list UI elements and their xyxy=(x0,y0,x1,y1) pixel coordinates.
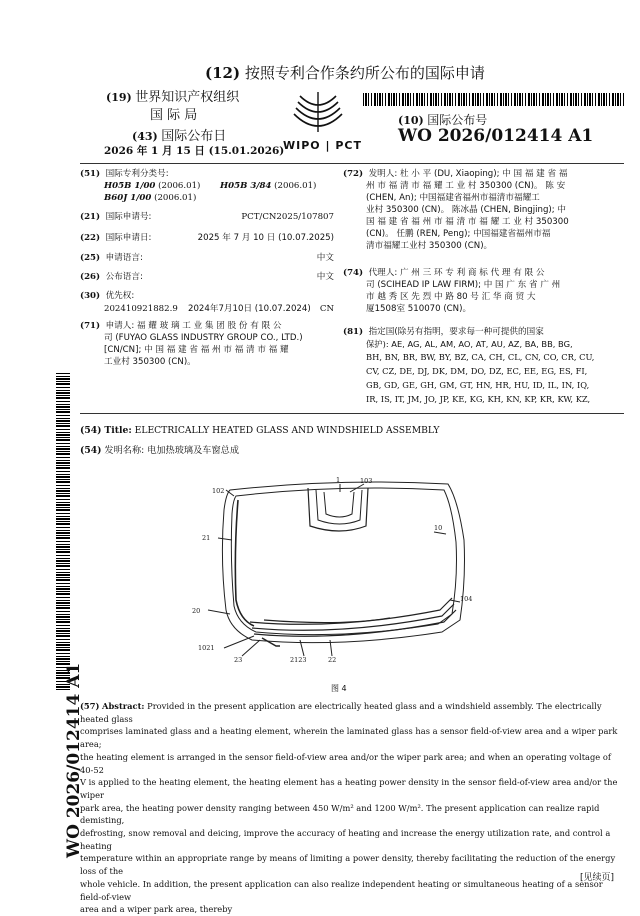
designated-line-5: IR, IS, IT, JM, JO, JP, KE, KG, KH, KN, KP, KR, KW, KZ, xyxy=(366,394,591,404)
wipo-pct-text: WIPO | PCT xyxy=(283,139,362,152)
publication-number-label: (10) 国际公布号 xyxy=(398,113,488,127)
figure-label-2123: 2123 xyxy=(290,656,307,664)
priority-row: 202410921882.9 2024年7月10日 (10.07.2024) CN xyxy=(104,304,334,314)
field-81: (81) 指定国(除另有指明，要求每一种可提供的国家 xyxy=(343,327,544,337)
barcode-side xyxy=(56,372,70,690)
field-22: (22) 国际申请日: 2025 年 7 月 10 日 (10.07.2025) xyxy=(80,233,334,243)
figure-label-22: 22 xyxy=(328,656,337,664)
agent-line-2: 司 (SCIHEAD IP LAW FIRM); 中 国 广 东 省 广 州 xyxy=(366,280,561,290)
document-title: (12) 按照专利合作条约所公布的国际申请 xyxy=(205,64,485,82)
figure-caption: 图 4 xyxy=(331,684,347,693)
heating-wire-bottom-1 xyxy=(250,598,452,624)
applicant-line-3: [CN/CN]; 中 国 福 建 省 福 州 市 福 清 市 福 耀 xyxy=(104,345,289,355)
inventor-line-3: (CHEN, An); 中国福建省福州市福清市福耀工 xyxy=(366,193,540,203)
ipc-class-1: H05B 1/00 (2006.01) xyxy=(104,181,201,191)
field-71: (71) 申请人: 福 耀 玻 璃 工 业 集 团 股 份 有 限 公 xyxy=(80,321,282,331)
publication-date-label: (43) 国际公布日 xyxy=(132,129,227,144)
applicant-line-4: 工业村 350300 (CN)。 xyxy=(104,357,196,367)
field-26: (26) 公布语言: 中文 xyxy=(80,272,334,282)
org-name: (19) 世界知识产权组织 xyxy=(106,90,240,105)
figure-label-103: 103 xyxy=(360,477,373,485)
heating-wire-left xyxy=(235,500,254,626)
org-sub: 国 际 局 xyxy=(150,108,198,123)
header-divider xyxy=(80,163,624,164)
figure-label-20: 20 xyxy=(192,607,201,615)
abstract-line-8: whole vehicle. In addition, the present application can also realize independent heating or simultaneous heating of a sensor field-of-view xyxy=(80,878,603,902)
wipo-logo-icon xyxy=(282,92,354,140)
field-30: (30) 优先权: xyxy=(80,291,135,301)
field-74: (74) 代理人: 广 州 三 环 专 利 商 标 代 理 有 限 公 xyxy=(343,268,545,278)
field-25: (25) 申请语言: 中文 xyxy=(80,253,334,263)
inventor-line-5: 国 福 建 省 福 州 市 福 清 市 福 耀 工 业 村 350300 xyxy=(366,217,569,227)
ipc-class-2: H05B 3/84 (2006.01) xyxy=(220,181,317,191)
sensor-heater-loop-2 xyxy=(324,492,354,517)
field-72: (72) 发明人: 杜 小 平 (DU, Xiaoping); 中 国 福 建 省 福 xyxy=(343,169,568,179)
heating-wire-bottom-3 xyxy=(254,610,456,636)
abstract-line-9: area and a wiper park area, thereby xyxy=(80,904,233,915)
abstract-line-2: comprises laminated glass and a heating element, wherein the laminated glass has a sensor field-of-view area and a wiper park area; xyxy=(80,726,618,750)
agent-line-4: 厦1508室 510070 (CN)。 xyxy=(366,304,472,314)
figure-label-21: 21 xyxy=(202,534,211,542)
abstract-line-6: defrosting, snow removal and deicing, improve the accuracy of heating and increase the energy utilization rate, and control a heating xyxy=(80,828,611,851)
inventor-line-2: 州 市 福 清 市 福 耀 工 业 村 350300 (CN)。 陈 安 xyxy=(366,181,566,191)
designated-line-4: GB, GD, GE, GH, GM, GT, HN, HR, HU, ID, IL, IN, IQ, xyxy=(366,380,590,390)
inventor-line-7: 清市福耀工业村 350300 (CN)。 xyxy=(366,241,493,251)
designated-line-3: CV, CZ, DE, DJ, DK, DM, DO, DZ, EC, EE, EG, ES, FI, xyxy=(366,366,588,376)
inventor-line-4: 业村 350300 (CN)。 陈冰晶 (CHEN, Bingjing); 中 xyxy=(366,205,567,215)
abstract-line-3: the heating element is arranged in the sensor field-of-view area and/or the wiper park area; and when an operating voltage of 40-52 xyxy=(80,751,611,775)
designated-line-2: BH, BN, BR, BW, BY, BZ, CA, CH, CL, CN, CO, CR, CU, xyxy=(366,352,595,362)
agent-line-3: 市 越 秀 区 先 烈 中 路 80 号 汇 华 商 贸 大 xyxy=(366,292,536,302)
field-21: (21) 国际申请号: PCT/CN2025/107807 xyxy=(80,212,334,222)
inventor-line-6: (CN)。 任鹏 (REN, Peng); 中国福建省福州市福 xyxy=(366,229,551,239)
abstract-line-1: (57) Abstract: Provided in the present application are electrically heated glass and a windshield assembly. The electrically heated glass xyxy=(80,701,602,724)
wiper-park-heater xyxy=(264,618,390,623)
vertical-publication-number: WO 2026/012414 A1 xyxy=(64,662,84,858)
sensor-heater-loop-1 xyxy=(316,490,362,524)
designated-line-1: 保护): AE, AG, AL, AM, AO, AT, AU, AZ, BA, BB, BG, xyxy=(366,339,573,349)
field-51: (51) 国际专利分类号: xyxy=(80,169,169,179)
barcode-top xyxy=(363,93,626,106)
windshield-figure xyxy=(190,470,490,680)
abstract-line-5: park area, the heating power density ranging between 450 W/m² and 1200 W/m². The present application can realize rapid demisting, xyxy=(80,802,600,826)
applicant-line-2: 司 (FUYAO GLASS INDUSTRY GROUP CO., LTD.) xyxy=(104,333,303,343)
title-chinese: (54) 发明名称: 电加热玻璃及车窗总成 xyxy=(80,445,240,456)
abstract-line-4: V is applied to the heating element, the heating element has a heating power density in the sensor field-of-view area and/or the wiper xyxy=(80,777,618,800)
figure-label-1: 1 xyxy=(336,476,341,484)
continued-marker: [见续页] xyxy=(580,873,615,883)
abstract xyxy=(80,700,624,916)
figure-label-102: 102 xyxy=(212,487,225,495)
abstract-line-7: temperature within an appropriate range by means of limiting a power density, thereby facilitating the reduction of the energy loss of the xyxy=(80,853,616,877)
figure-label-1021: 1021 xyxy=(198,644,215,652)
title-english: (54) Title: ELECTRICALLY HEATED GLASS AND WINDSHIELD ASSEMBLY xyxy=(80,425,440,436)
figure-label-104: 104 xyxy=(460,595,473,603)
publication-date: 2026 年 1 月 15 日 (15.01.2026) xyxy=(104,145,285,157)
figure-label-10: 10 xyxy=(434,524,443,532)
ipc-class-3: B60J 1/00 (2006.01) xyxy=(104,193,197,203)
figure-label-23: 23 xyxy=(234,656,243,664)
biblio-divider xyxy=(80,413,624,414)
publication-number: WO 2026/012414 A1 xyxy=(398,126,594,146)
